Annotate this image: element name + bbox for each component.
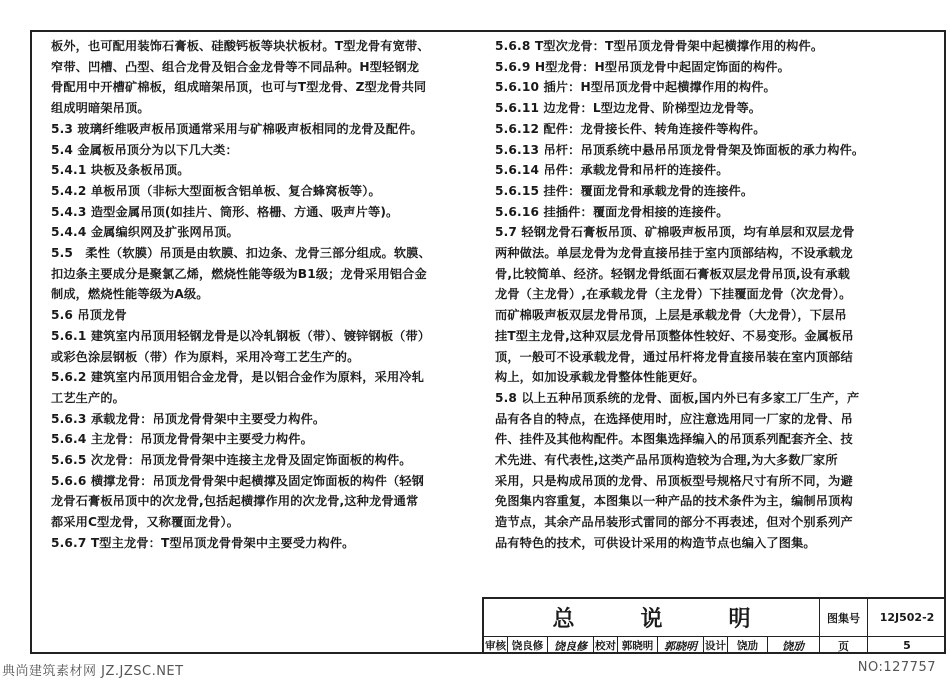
title-block — [482, 597, 946, 654]
text-line: 5.6.2 建筑室内吊顶用铝合金龙骨，是以铝合金作为原料，采用冷轧 — [51, 370, 424, 385]
text-line: 扣边条主要成分是聚氯乙烯，燃烧性能等级为B1级；龙骨采用铝合金 — [51, 266, 427, 281]
text-line: 5.6.5 次龙骨：吊顶龙骨骨架中连接主龙骨及固定饰面板的构件。 — [51, 453, 412, 468]
text-line: 免图集内容重复，本图集以一种产品的技术条件为主，编制吊顶构 — [495, 494, 853, 509]
design-signature: 饶劢 — [782, 639, 804, 653]
atlas-number-value: 12J502-2 — [868, 599, 946, 637]
text-line: 5.4.1 块板及条板吊顶。 — [51, 163, 190, 178]
review-signature: 饶良修 — [548, 637, 594, 654]
text-line: 术先进、有代表性,这类产品吊顶构造较为合理,为大多数厂家所 — [495, 453, 838, 468]
text-line: 品有各自的特点，在选择使用时，应注意选用同一厂家的龙骨、吊 — [495, 411, 853, 426]
text-line: 组成明暗架吊顶。 — [51, 101, 150, 116]
check-signature: 郭晓明 — [658, 637, 704, 654]
text-line: 5.6 吊顶龙骨 — [51, 308, 127, 323]
text-line: 顶，一般可不设承载龙骨，通过吊杆将龙骨直接吊装在室内顶部结 — [495, 349, 853, 364]
text-line: 骨配用中开槽矿棉板，组成暗架吊顶，也可与T型龙骨、Z型龙骨共同 — [51, 80, 427, 95]
text-line: 5.6.1 建筑室内吊顶用轻钢龙骨是以冷轧钢板（带）、镀锌钢板（带） — [51, 328, 431, 343]
text-line: 5.6.4 主龙骨：吊顶龙骨骨架中主要受力构件。 — [51, 432, 313, 447]
text-line: 5.4.4 金属编织网及扩张网吊顶。 — [51, 225, 239, 240]
page-number: 5 — [903, 639, 911, 652]
text-line: 构上，如加设承载龙骨整体性能更好。 — [495, 370, 705, 385]
text-line: 5.6.11 边龙骨：L型边龙骨、阶梯型边龙骨等。 — [495, 101, 762, 116]
check-name: 郭晓明 — [618, 637, 658, 654]
text-line: 品有特色的技术，可供设计采用的构造节点也编入了图集。 — [495, 535, 816, 550]
text-line: 龙骨石膏板吊顶中的次龙骨,包括起横撑作用的次龙骨,这种龙骨通常 — [51, 494, 419, 509]
review-label: 审核 — [484, 637, 508, 654]
text-line: 5.6.13 吊杆：吊顶系统中悬吊吊顶龙骨骨架及饰面板的承力构件。 — [495, 142, 865, 157]
text-line: 5.4 金属板吊顶分为以下几大类： — [51, 142, 238, 157]
text-line: 5.6.9 H型龙骨：H型吊顶龙骨中起固定饰面的构件。 — [495, 59, 790, 74]
text-line: 5.6.15 挂件：覆面龙骨和承载龙骨的连接件。 — [495, 183, 754, 198]
text-line: 5.6.10 插片：H型吊顶龙骨中起横撑作用的构件。 — [495, 80, 776, 95]
text-line: 两种做法。单层龙骨为龙骨直接吊挂于室内顶部结构，不设承载龙 — [495, 246, 853, 261]
check-label: 校对 — [594, 637, 618, 654]
atlas-number-label: 图集号 — [820, 599, 868, 637]
text-line: 挂T型主龙骨,这种双层龙骨吊顶整体性较好、不易变形。金属板吊 — [495, 328, 854, 343]
review-name: 饶良修 — [508, 637, 548, 654]
text-line: 或彩色涂层钢板（带）作为原料，采用冷弯工艺生产的。 — [51, 349, 360, 364]
sheet-title: 总 说 明 — [484, 599, 820, 637]
text-line: 5.3 玻璃纤维吸声板吊顶通常采用与矿棉吸声板相同的龙骨及配件。 — [51, 121, 423, 136]
text-line: 造节点，其余产品吊装形式雷同的部分不再表述，但对个别系列产 — [495, 515, 853, 530]
text-line: 5.4.2 单板吊顶（非标大型面板含铝单板、复合蜂窝板等）。 — [51, 183, 381, 198]
text-line: 都采用C型龙骨，又称覆面龙骨）。 — [51, 515, 240, 530]
text-line: 5.6.12 配件：龙骨接长件、转角连接件等构件。 — [495, 121, 766, 136]
text-line: 采用，只是构成吊顶的龙骨、吊顶板型号规格尺寸有所不同，为避 — [495, 473, 853, 488]
text-line: 板外，也可配用装饰石膏板、硅酸钙板等块状板材。T型龙骨有宽带、 — [51, 39, 430, 53]
text-line: 5.7 轻钢龙骨石膏板吊顶、矿棉吸声板吊顶，均有单层和双层龙骨 — [495, 225, 855, 240]
text-line: 5.4.3 造型金属吊顶(如挂片、筒形、格栅、方通、吸声片等)。 — [51, 204, 399, 219]
text-line: 5.6.6 横撑龙骨：吊顶龙骨骨架中起横撑及固定饰面板的构件（轻钢 — [51, 473, 424, 488]
text-line: 制成，燃烧性能等级为A级。 — [51, 287, 209, 302]
text-line: 龙骨（主龙骨）,在承载龙骨（主龙骨）下挂覆面龙骨（次龙骨）。 — [495, 287, 852, 302]
text-line: 5.8 以上五种吊顶系统的龙骨、面板,国内外已有多家工厂生产，产 — [495, 390, 860, 405]
watermark-site: 典尚建筑素材网 JZ.JZSC.NET — [2, 664, 184, 679]
approval-row — [484, 637, 820, 654]
design-label: 设计 — [704, 637, 728, 654]
text-line: 5.6.3 承载龙骨：吊顶龙骨骨架中主要受力构件。 — [51, 411, 326, 426]
design-name: 饶劢 — [728, 637, 768, 654]
text-line: 5.6.14 吊件：承载龙骨和吊杆的连接件。 — [495, 163, 729, 178]
page-label: 页 — [820, 637, 868, 654]
text-line: 5.6.8 T型次龙骨：T型吊顶龙骨骨架中起横撑作用的构件。 — [495, 39, 824, 53]
text-line: 窄带、凹槽、凸型、组合龙骨及铝合金龙骨等不同品种。H型轻钢龙 — [51, 59, 420, 74]
text-line: 5.5 柔性（软膜）吊顶是由软膜、扣边条、龙骨三部分组成。软膜、 — [51, 246, 431, 261]
text-line: 工艺生产的。 — [51, 390, 126, 405]
text-line: 骨,比较简单、经济。轻钢龙骨纸面石膏板双层龙骨吊顶,设有承载 — [495, 266, 851, 281]
text-line: 件、挂件及其他构配件。本图集选择编入的吊顶系列配套齐全、技 — [495, 432, 853, 447]
right-text-column — [495, 36, 925, 554]
text-line: 5.6.7 T型主龙骨：T型吊顶龙骨骨架中主要受力构件。 — [51, 535, 355, 550]
left-text-column — [51, 36, 471, 554]
text-line: 5.6.16 挂插件：覆面龙骨相接的连接件。 — [495, 204, 729, 219]
text-line: 而矿棉吸声板双层龙骨吊顶，上层是承载龙骨（大龙骨），下层吊 — [495, 308, 847, 323]
watermark-number: NO:127757 — [857, 660, 936, 675]
